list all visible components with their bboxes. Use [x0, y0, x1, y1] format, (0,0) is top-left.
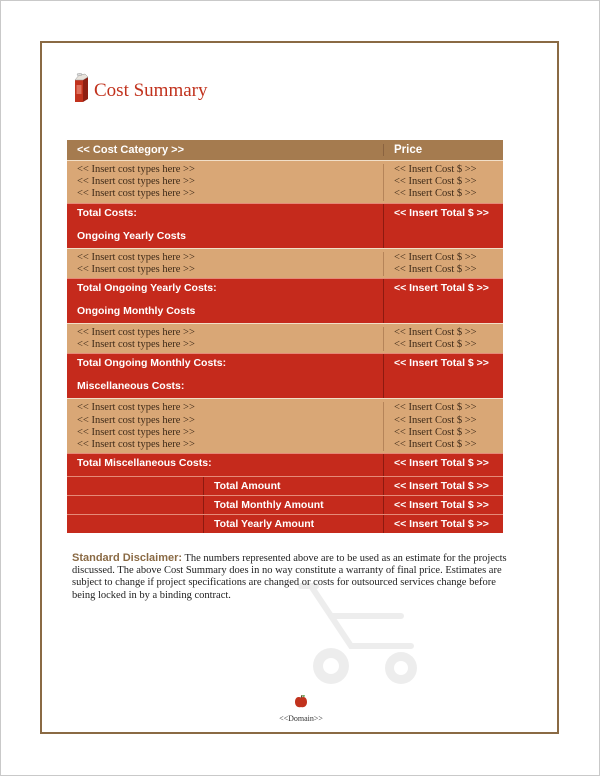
- summary-blank-cell: [67, 477, 204, 495]
- cost-type-cell: << Insert cost types here >>: [77, 164, 195, 175]
- summary-blank-cell: [67, 496, 204, 514]
- cost-type-cell: << Insert cost types here >>: [77, 176, 195, 188]
- cost-value-column: [384, 402, 503, 451]
- total-label-cell: [67, 279, 384, 323]
- summary-row: [67, 514, 503, 533]
- cost-items-block: [67, 248, 503, 278]
- cost-value-cell: << Insert Cost $ >>: [394, 327, 477, 339]
- disclaimer-label: Standard Disclaimer:: [72, 552, 183, 564]
- cost-type-column: [67, 164, 384, 201]
- cost-value-cell: << Insert Cost $ >>: [394, 251, 477, 263]
- total-value: << Insert Total $ >>: [394, 457, 489, 470]
- cost-value-cell: << Insert Cost $ >>: [394, 426, 477, 438]
- total-value: << Insert Total $ >>: [394, 357, 489, 370]
- total-value: << Insert Total $ >>: [394, 206, 489, 219]
- cost-items-block: [67, 323, 503, 353]
- footer: [1, 695, 600, 723]
- disclaimer-text: The numbers represented above are to be used as an estimate for the projects discussed. The above Cost Summary does in no way constitute a warranty of final price. Estimates are subject to change if project specifications are changed or costs for outsourced services change before being locked in by a binding contract.: [72, 553, 507, 601]
- cost-type-cell: << Insert cost types here >>: [77, 426, 195, 438]
- cost-table: [67, 140, 503, 533]
- cost-type-column: [67, 327, 384, 351]
- summary-row: [67, 476, 503, 495]
- total-label-cell: [67, 454, 384, 476]
- total-label: Total Ongoing Yearly Costs:: [77, 282, 217, 295]
- cost-value-cell: << Insert Cost $ >>: [394, 263, 477, 275]
- cost-type-column: [67, 402, 384, 451]
- total-label: Total Costs:: [77, 206, 137, 219]
- disclaimer: [72, 552, 508, 602]
- total-value: << Insert Total $ >>: [394, 282, 489, 295]
- section-heading: Ongoing Monthly Costs: [77, 305, 196, 318]
- summary-label: Total Amount: [204, 477, 384, 495]
- header-category: << Cost Category >>: [67, 144, 384, 156]
- cost-value-cell: << Insert Cost $ >>: [394, 414, 477, 426]
- cost-value-column: [384, 164, 503, 201]
- cost-value-cell: << Insert Cost $ >>: [394, 339, 477, 351]
- cost-type-cell: << Insert cost types here >>: [77, 402, 195, 414]
- total-row: [67, 453, 503, 476]
- total-row: [67, 278, 503, 323]
- header-price: Price: [394, 144, 423, 156]
- cost-value-cell: << Insert Cost $ >>: [394, 164, 477, 175]
- cost-value-column: [384, 252, 503, 276]
- total-label-cell: [67, 204, 384, 248]
- cost-type-column: [67, 252, 384, 276]
- summary-value: << Insert Total $ >>: [394, 480, 489, 493]
- cost-value-cell: << Insert Cost $ >>: [394, 439, 477, 451]
- milk-carton-icon: [72, 73, 90, 103]
- cost-type-cell: << Insert cost types here >>: [77, 339, 195, 351]
- summary-row: [67, 495, 503, 514]
- summary-label: Total Yearly Amount: [204, 515, 384, 533]
- total-row: [67, 203, 503, 248]
- cost-value-cell: << Insert Cost $ >>: [394, 402, 477, 414]
- cost-type-cell: << Insert cost types here >>: [77, 327, 195, 339]
- footer-domain: <<Domain>>: [279, 714, 323, 723]
- total-value-cell: [384, 354, 503, 398]
- cost-type-cell: << Insert cost types here >>: [77, 263, 195, 275]
- table-header: [67, 140, 503, 160]
- cost-type-cell: << Insert cost types here >>: [77, 414, 195, 426]
- cost-value-cell: << Insert Cost $ >>: [394, 188, 477, 200]
- summary-value: << Insert Total $ >>: [394, 499, 489, 512]
- cost-type-cell: << Insert cost types here >>: [77, 188, 195, 200]
- total-label: Total Miscellaneous Costs:: [77, 457, 212, 470]
- cost-value-column: [384, 327, 503, 351]
- section-heading: Miscellaneous Costs:: [77, 380, 185, 393]
- summary-blank-cell: [67, 515, 204, 533]
- cost-value-cell: << Insert Cost $ >>: [394, 176, 477, 188]
- summary-label: Total Monthly Amount: [204, 496, 384, 514]
- page-title: Cost Summary: [94, 80, 208, 101]
- summary-value: << Insert Total $ >>: [394, 518, 489, 531]
- total-value-cell: [384, 454, 503, 476]
- apple-icon: [294, 695, 308, 709]
- total-label: Total Ongoing Monthly Costs:: [77, 357, 227, 370]
- section-heading: Ongoing Yearly Costs: [77, 229, 186, 242]
- title-row: [72, 71, 207, 105]
- total-row: [67, 353, 503, 398]
- total-label-cell: [67, 354, 384, 398]
- cost-type-cell: << Insert cost types here >>: [77, 251, 195, 263]
- cost-type-cell: << Insert cost types here >>: [77, 439, 195, 451]
- cost-items-block: [67, 160, 503, 203]
- cost-items-block: [67, 398, 503, 453]
- total-value-cell: [384, 279, 503, 323]
- total-value-cell: [384, 204, 503, 248]
